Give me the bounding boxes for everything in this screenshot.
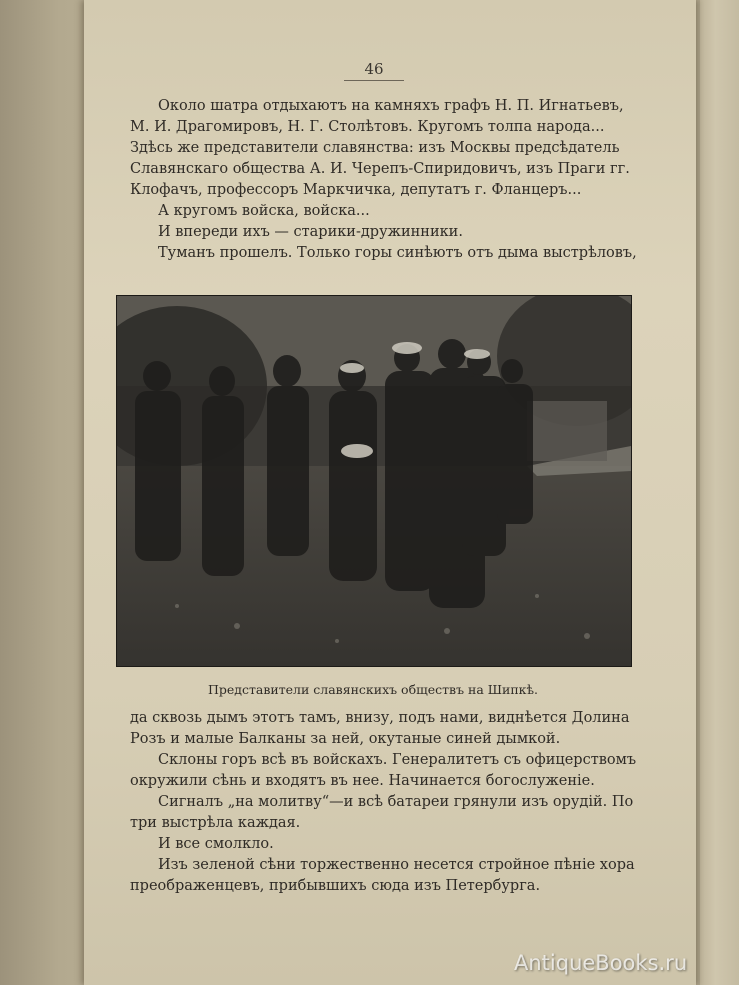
text-line: Сигналъ „на молитву“—и всѣ батареи грянули изъ орудій. По [158,794,634,810]
next-page-edge [700,0,739,985]
text-line: Изъ зеленой сѣни торжественно несется стройное пѣніе хора [158,857,635,873]
text-line: Около шатра отдыхаютъ на камняхъ графъ Н. П. Игнатьевъ, [158,98,624,114]
text-line: М. И. Драгомировъ, Н. Г. Столѣтовъ. Кругомъ толпа народа... [130,119,605,135]
text-line: Склоны горъ всѣ въ войскахъ. Генералитетъ съ офицерствомъ [158,752,637,768]
text-line: И впереди ихъ — старики-дружинники. [158,224,463,240]
text-line: Клофачъ, профессоръ Маркчичка, депутатъ г. Фланцеръ... [130,182,582,198]
text-block-top [130,96,637,264]
text-line: преображенцевъ, прибывшихъ сюда изъ Петербурга. [130,878,541,894]
text-line: Розъ и малые Балканы за ней, окутаные синей дымкой. [130,731,561,747]
text-line: Здѣсь же представители славянства: изъ Москвы предсѣдатель [130,140,620,156]
text-block-bottom [130,708,637,897]
text-line: окружили сѣнь и входятъ въ нее. Начинается богослуженіе. [130,773,595,789]
page-number: 46 [364,60,384,78]
text-line: Туманъ прошелъ. Только горы синѣютъ отъ дыма выстрѣловъ, [158,245,637,261]
text-line: И все смолкло. [158,836,274,852]
page-number-rule [344,80,404,81]
text-line: Славянскаго общества А. И. Черепъ-Спиридовичъ, изъ Праги гг. [130,161,630,177]
text-line: да сквозь дымъ этотъ тамъ, внизу, подъ нами, виднѣется Долина [130,710,630,726]
text-line: три выстрѣла каждая. [130,815,301,831]
photo-of-people [116,295,632,667]
photo-caption: Представители славянскихъ обществъ на Шипкѣ. [207,682,539,697]
photo-illustration [117,296,631,666]
watermark: AntiqueBooks.ru [514,951,688,975]
text-line: А кругомъ войска, войска... [158,203,370,219]
